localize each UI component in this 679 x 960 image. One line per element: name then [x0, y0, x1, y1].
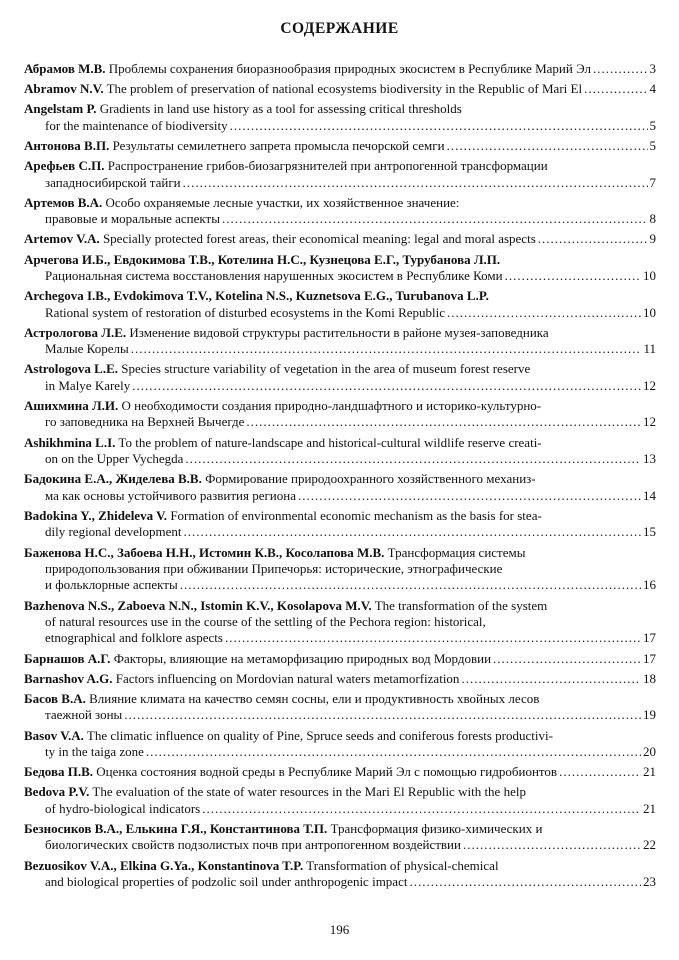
- toc-line-text: [24, 231, 536, 247]
- toc-author: Badokina Y., Zhideleva V.: [24, 507, 168, 523]
- toc-line-text: [45, 801, 200, 817]
- toc-title-text: for the maintenance of biodiversity: [45, 117, 228, 133]
- toc-title-text: Распространение грибов-биозагрязнителей при антропогенной трансформации: [107, 158, 548, 174]
- toc-line: [24, 671, 656, 687]
- toc-line: [24, 598, 656, 614]
- toc-line-text: [24, 61, 591, 77]
- toc-entry: [24, 81, 656, 97]
- toc-line-text: [24, 671, 459, 687]
- toc-line-text: [45, 577, 178, 593]
- toc-entry: [24, 508, 656, 541]
- toc-line-text: [24, 651, 491, 667]
- toc-line: [24, 524, 656, 540]
- toc-page-number: 21: [643, 800, 656, 816]
- toc-line: [24, 81, 656, 97]
- toc-line: [24, 837, 656, 853]
- toc-entry: [24, 288, 656, 321]
- toc-line-text: [45, 561, 502, 576]
- toc-author: Angelstam P.: [24, 101, 97, 117]
- toc-entry: [24, 138, 656, 154]
- toc-title-text: Факторы, влияющие на метаморфизацию природных вод Мордовии: [113, 650, 492, 666]
- toc-author: Астрологова Л.Е.: [24, 324, 127, 340]
- toc-entry: [24, 158, 656, 191]
- toc-entry: [24, 195, 656, 228]
- toc-title-text: Formation of environmental economic mechanism as the basis for stea-: [170, 507, 542, 523]
- toc-author: Archegova I.B., Evdokimova T.V., Kotelina N.S., Kuznetsova E.G., Turubanova L.P.: [24, 288, 489, 304]
- toc-entry: [24, 764, 656, 780]
- toc-line: [24, 630, 656, 646]
- toc-line-text: [45, 874, 407, 890]
- toc-title-text: Рациональная система восстановления нарушенных экосистем в Республике Коми: [45, 268, 503, 284]
- toc-title-text: The climatic influence on quality of Pine, Spruce seeds and coniferous forests productivi-: [86, 727, 553, 743]
- toc-line: [24, 138, 656, 154]
- toc-line-text: [24, 471, 536, 486]
- toc-page-number: 16: [643, 577, 656, 593]
- toc-title-text: Малые Корелы: [45, 341, 129, 357]
- toc-line-text: [24, 728, 553, 743]
- toc-line: [24, 195, 656, 211]
- toc-line: [24, 801, 656, 817]
- toc-title-text: Species structure variability of vegetation in the area of museum forest reserve: [121, 361, 531, 377]
- toc-line-text: [45, 378, 130, 394]
- toc-author: Astrologova L.E.: [24, 361, 119, 377]
- toc-line: [24, 231, 656, 247]
- toc-line-text: [45, 488, 296, 504]
- toc-line-text: [24, 858, 499, 873]
- toc-author: Abramov N.V.: [24, 81, 104, 97]
- toc-title-text: in Malye Karely: [45, 377, 131, 393]
- toc-author: Bedova P.V.: [24, 784, 90, 800]
- toc-author: Artemov V.A.: [24, 231, 100, 247]
- toc-author: Ashikhmina L.I.: [24, 434, 116, 450]
- toc-line-text: [24, 361, 530, 376]
- toc-line-text: [45, 305, 445, 321]
- toc-entry: [24, 728, 656, 761]
- toc-line: [24, 118, 656, 134]
- toc-author: Арефьев С.П.: [24, 158, 105, 174]
- dot-leader: [409, 874, 641, 890]
- toc-entry: [24, 471, 656, 504]
- dot-leader: [593, 61, 648, 77]
- dot-leader: [132, 378, 641, 394]
- toc-title-text: and biological properties of podzolic soil under anthropogenic impact: [45, 874, 408, 889]
- toc-line-text: [45, 414, 244, 430]
- toc-line: [24, 545, 656, 561]
- toc-author: Баженова Н.С., Забоева Н.Н., Истомин К.В., Косолапова М.В.: [24, 544, 385, 560]
- toc-author: Basov V.A.: [24, 727, 84, 743]
- toc-line: [24, 874, 656, 890]
- toc-title-text: Трансформация системы: [387, 544, 526, 560]
- toc-entry: [24, 435, 656, 468]
- toc-page-number: 7: [649, 174, 656, 190]
- toc-author: Barnashov A.G.: [24, 670, 113, 686]
- toc-line: [24, 175, 656, 191]
- toc-line-text: [24, 821, 542, 836]
- toc-page-number: 12: [643, 377, 656, 393]
- toc-title-text: Проблемы сохранения биоразнообразия природных экосистем в Республике Марий Эл: [108, 61, 591, 76]
- toc-author: Арчегова И.Б., Евдокимова Т.В., Котелина Н.С., Кузнецова Е.Г., Турубанова Л.П.: [24, 251, 501, 267]
- dot-leader: [180, 577, 641, 593]
- toc-line-text: [45, 211, 220, 227]
- toc-line: [24, 471, 656, 487]
- toc-page-number: 17: [643, 650, 656, 666]
- page-number: 196: [329, 922, 350, 937]
- toc-title-text: таежной зоны: [45, 707, 123, 723]
- dot-leader: [202, 801, 641, 817]
- toc-title-text: природопользования при обживании Припечорья: исторические, этнографические: [45, 560, 503, 576]
- toc-entry: [24, 361, 656, 394]
- toc-title-text: Формирование природоохранного хозяйственного механиз-: [205, 471, 536, 487]
- toc-title-text: of natural resources use in the course of the settling of the Pechora region: historical,: [45, 613, 486, 629]
- toc-author: Bezuosikov V.A., Elkina G.Ya., Konstantinova T.P.: [24, 857, 304, 873]
- toc-entry: [24, 784, 656, 817]
- dot-leader: [559, 764, 641, 780]
- toc-title-text: Rational system of restoration of disturbed ecosystems in the Komi Republic: [45, 304, 446, 320]
- toc-page-number: 19: [643, 707, 656, 723]
- toc-line-text: [24, 101, 462, 116]
- toc-line-text: [24, 784, 526, 799]
- toc-entry: [24, 61, 656, 77]
- toc-title-text: О необходимости создания природно-ландшафтного и историко-культурно-: [121, 398, 542, 414]
- toc-line-text: [24, 195, 459, 210]
- toc-line: [24, 435, 656, 451]
- toc-line-text: [45, 707, 122, 723]
- dot-leader: [493, 651, 641, 667]
- toc-line: [24, 61, 656, 77]
- toc-line: [24, 101, 656, 117]
- dot-leader: [298, 488, 641, 504]
- toc-page-number: 20: [643, 743, 656, 759]
- toc-title-text: го заповедника на Верхней Вычегде: [45, 414, 245, 430]
- toc-line-text: [24, 252, 500, 267]
- toc-title-text: и фольклорные аспекты: [45, 577, 178, 593]
- toc-page-number: 5: [649, 117, 656, 133]
- toc-line-text: [45, 118, 228, 134]
- toc-author: Басов В.А.: [24, 690, 86, 706]
- toc-line-text: [24, 508, 542, 523]
- toc-title-text: of hydro-biological indicators: [45, 800, 201, 816]
- toc-title-text: Результаты семилетнего запрета промысла печорской семги: [112, 138, 445, 154]
- toc-line-text: [24, 691, 539, 706]
- toc-author: Артемов В.А.: [24, 194, 103, 210]
- dot-leader: [225, 630, 641, 646]
- toc-line: [24, 821, 656, 837]
- toc-author: Безносиков В.А., Елькина Г.Я., Константинова Т.П.: [24, 820, 328, 836]
- toc-line: [24, 651, 656, 667]
- toc-page-number: 17: [643, 630, 656, 646]
- dot-leader: [447, 138, 648, 154]
- toc-line: [24, 414, 656, 430]
- toc-line: [24, 577, 656, 593]
- toc-entry: [24, 598, 656, 647]
- toc-title-text: западносибирской тайги: [45, 174, 181, 190]
- toc-line: [24, 341, 656, 357]
- toc-author: Антонова В.П.: [24, 138, 110, 154]
- toc-line: [24, 305, 656, 321]
- dot-leader: [538, 231, 648, 247]
- toc-line-text: [24, 81, 582, 97]
- toc-line-text: [24, 288, 489, 303]
- toc-page-number: 12: [643, 414, 656, 430]
- toc-entry: [24, 325, 656, 358]
- toc-line: [24, 561, 656, 577]
- dot-leader: [146, 744, 641, 760]
- toc-title-text: Оценка состояния водной среды в Республике Марий Эл с помощью гидробионтов: [96, 764, 558, 780]
- toc-line: [24, 325, 656, 341]
- toc-line-text: [45, 837, 461, 853]
- toc-title-text: dily regional development: [45, 524, 182, 540]
- toc-author: Ашихмина Л.И.: [24, 398, 119, 414]
- dot-leader: [183, 175, 648, 191]
- toc-line: [24, 378, 656, 394]
- toc-entry: [24, 101, 656, 134]
- toc-author: Абрамов М.В.: [24, 61, 106, 76]
- toc-line-text: [45, 744, 144, 760]
- toc-title-text: The evaluation of the state of water resources in the Mari El Republic with the help: [92, 784, 526, 800]
- toc-line-text: [45, 268, 503, 284]
- toc-title-text: Transformation of physical-chemical: [306, 857, 499, 873]
- toc-page-number: 11: [643, 341, 656, 357]
- toc-author: Бедова П.В.: [24, 764, 93, 780]
- dot-leader: [463, 837, 641, 853]
- toc-entry: [24, 651, 656, 667]
- toc-line: [24, 858, 656, 874]
- toc-line: [24, 707, 656, 723]
- toc-title-text: Factors influencing on Mordovian natural waters metamorfization: [115, 670, 460, 686]
- dot-leader: [584, 81, 647, 97]
- toc-entry: [24, 545, 656, 594]
- toc-title-text: on on the Upper Vychegda: [45, 451, 184, 467]
- toc-entry: [24, 821, 656, 854]
- toc-line: [24, 451, 656, 467]
- toc-page-number: 10: [643, 268, 656, 284]
- toc-title-text: Трансформация физико-химических и: [330, 820, 543, 836]
- toc-title-text: биологических свойств подзолистых почв при антропогенном воздействии: [45, 837, 461, 853]
- toc-line: [24, 398, 656, 414]
- page-title: СОДЕРЖАНИЕ: [280, 20, 399, 37]
- toc-line-text: [24, 158, 548, 173]
- toc-author: Барнашов А.Г.: [24, 650, 111, 666]
- toc-author: Бадокина Е.А., Жиделева В.В.: [24, 471, 202, 487]
- dot-leader: [222, 211, 648, 227]
- toc-author: Bazhenova N.S., Zaboeva N.N., Istomin K.V., Kosolapova M.V.: [24, 597, 372, 613]
- toc-title-text: Gradients in land use history as a tool for assessing critical thresholds: [99, 101, 462, 117]
- toc-line: [24, 784, 656, 800]
- toc-page-number: 13: [643, 451, 656, 467]
- toc-page-number: 21: [643, 764, 656, 780]
- toc-title-text: etnographical and folklore aspects: [45, 630, 223, 646]
- toc-entry: [24, 231, 656, 247]
- dot-leader: [131, 341, 642, 357]
- toc-page-number: 14: [643, 487, 656, 503]
- dot-leader: [505, 268, 641, 284]
- toc-page-number: 9: [649, 231, 656, 247]
- toc-page-number: 23: [643, 874, 656, 889]
- dot-leader: [447, 305, 641, 321]
- toc-line-text: [45, 175, 181, 191]
- toc-title-text: Особо охраняемые лесные участки, их хозяйственное значение:: [105, 194, 460, 210]
- dot-leader: [183, 524, 641, 540]
- toc-line: [24, 614, 656, 630]
- toc-page-number: 3: [649, 61, 656, 76]
- toc-title-text: ty in the taiga zone: [45, 743, 144, 759]
- toc-line: [24, 764, 656, 780]
- toc-page-number: 5: [649, 138, 656, 154]
- toc-line-text: [45, 341, 129, 357]
- toc-line: [24, 691, 656, 707]
- toc-line-text: [24, 545, 525, 560]
- dot-leader: [185, 451, 641, 467]
- toc-line-text: [45, 614, 486, 629]
- toc-entry: [24, 398, 656, 431]
- toc-line: [24, 158, 656, 174]
- toc-line-text: [45, 524, 181, 540]
- toc-line: [24, 508, 656, 524]
- toc-title-text: Изменение видовой структуры растительности в районе музея-заповедника: [129, 324, 549, 340]
- toc-title-text: To the problem of nature-landscape and historical-cultural wildlife reserve creati-: [118, 434, 542, 450]
- toc-page-number: 18: [643, 670, 656, 686]
- toc-line-text: [24, 764, 557, 780]
- toc-title-text: Влияние климата на качество семян сосны, ели и продуктивность хвойных лесов: [89, 690, 540, 706]
- toc-line: [24, 268, 656, 284]
- toc-title-text: ма как основы устойчивого развития региона: [45, 487, 296, 503]
- toc-page-number: 15: [643, 524, 656, 540]
- dot-leader: [124, 707, 641, 723]
- toc-page-number: 4: [649, 81, 656, 97]
- toc-line: [24, 211, 656, 227]
- toc-title-text: The transformation of the system: [374, 597, 548, 613]
- toc-title-text: правовые и моральные аспекты: [45, 211, 220, 227]
- toc-entry: [24, 858, 656, 891]
- toc-line-text: [24, 435, 542, 450]
- toc-title-text: Specially protected forest areas, their economical meaning: legal and moral aspects: [102, 231, 536, 247]
- toc-line-text: [24, 325, 549, 340]
- toc-line: [24, 744, 656, 760]
- toc-line: [24, 252, 656, 268]
- toc-line-text: [24, 138, 445, 154]
- toc-page-number: 8: [649, 211, 656, 227]
- toc-entry: [24, 691, 656, 724]
- dot-leader: [461, 671, 641, 687]
- toc-entry: [24, 252, 656, 285]
- dot-leader: [246, 414, 641, 430]
- toc-line: [24, 488, 656, 504]
- toc-page-number: 22: [643, 837, 656, 853]
- toc-line: [24, 361, 656, 377]
- toc-page-number: 10: [643, 304, 656, 320]
- dot-leader: [230, 118, 648, 134]
- toc-title-text: The problem of preservation of national ecosystems biodiversity in the Republic of Mari El: [106, 81, 583, 97]
- toc-line-text: [45, 451, 183, 467]
- toc-entry: [24, 671, 656, 687]
- toc-line: [24, 728, 656, 744]
- toc-line-text: [24, 398, 541, 413]
- toc-line-text: [24, 598, 547, 613]
- table-of-contents: [24, 61, 656, 894]
- toc-line-text: [45, 630, 223, 646]
- toc-line: [24, 288, 656, 304]
